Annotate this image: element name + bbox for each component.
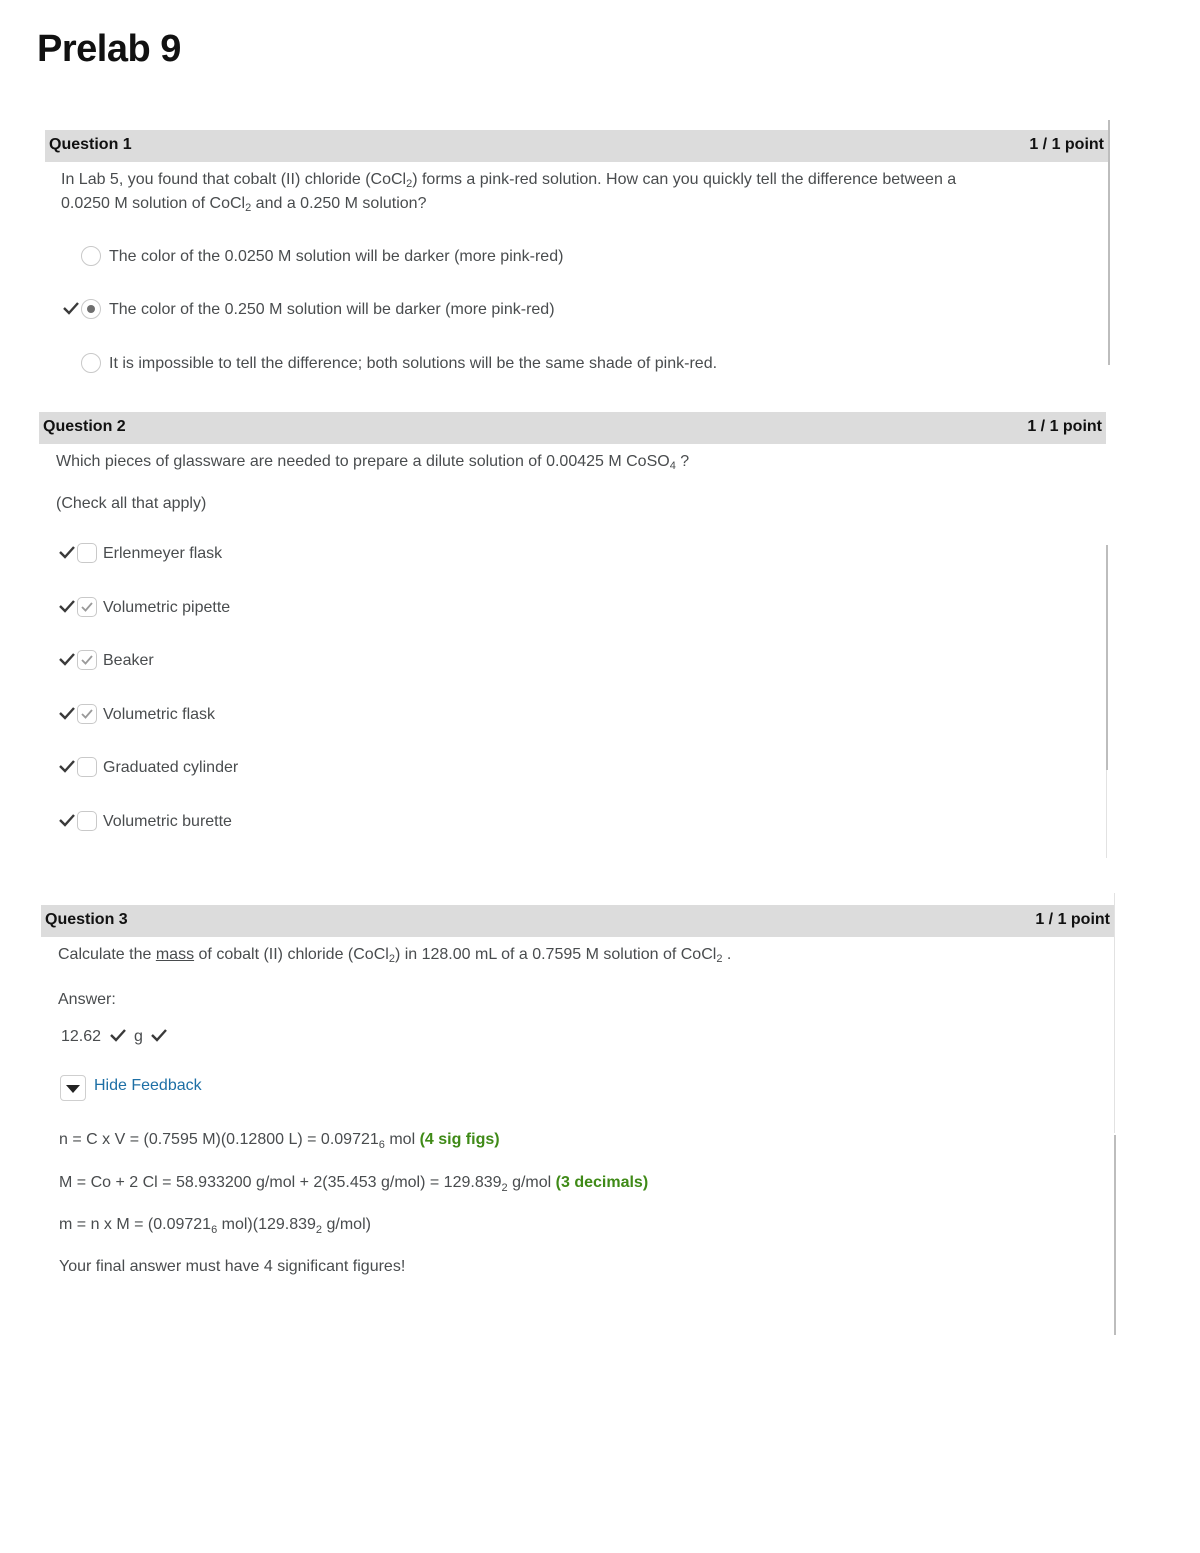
feedback-line: Your final answer must have 4 significant figures! <box>59 1258 406 1275</box>
checkmark-icon <box>59 813 75 827</box>
checkbox[interactable] <box>77 757 97 777</box>
check-icon <box>80 707 94 721</box>
question-3 <box>41 905 1114 1305</box>
scroll-divider <box>1106 770 1107 858</box>
check-icon <box>80 653 94 667</box>
checkbox-option[interactable] <box>59 649 459 675</box>
hide-feedback-link[interactable]: Hide Feedback <box>94 1077 202 1094</box>
caret-down-icon <box>66 1085 80 1093</box>
scroll-divider <box>1114 1135 1116 1335</box>
checkbox[interactable] <box>77 543 97 563</box>
page-title: Prelab 9 <box>37 28 181 70</box>
question-header <box>41 905 1114 937</box>
option-label: Erlenmeyer flask <box>103 545 223 562</box>
option-label: Graduated cylinder <box>103 759 239 776</box>
feedback-line: m = n x $M = (0.09721_6$ $mol)(129.839_2$ g/mol) <box>59 1216 371 1236</box>
answer-unit: g <box>133 1028 143 1045</box>
scroll-divider <box>1108 120 1110 365</box>
checkmark-icon <box>59 545 75 559</box>
scroll-divider <box>1106 545 1108 770</box>
option-label: The color of the 0.0250 M solution will be darker (more pink-red) <box>109 248 564 265</box>
option-label: Volumetric burette <box>103 813 232 830</box>
checkbox-checked[interactable] <box>77 650 97 670</box>
feedback-line: n = C x V = (0.7595 M)(0.12800 $L) = 0.09721_6$ mol (4 sig figs) <box>59 1131 500 1151</box>
radio-button[interactable] <box>81 353 101 373</box>
question-text: Calculate the mass of cobalt (II) chloride (CoCl$_2$) in 128.00 mL of a 0.7595 M solution of CoCl$_2$ . <box>58 946 732 965</box>
question-text: In Lab 5, you found that cobalt (II) chloride (CoCl$_2$) forms a pink-red solution. How can you quickly tell the difference between a 0.0250 M solution of CoCl$_2$ and a 0.250 M solution? <box>61 171 957 214</box>
checkbox-checked[interactable] <box>77 597 97 617</box>
checkbox-option[interactable] <box>59 542 459 568</box>
question-title: Question 3 <box>45 911 128 928</box>
option-label: Volumetric pipette <box>103 599 231 616</box>
checkmark-icon <box>63 301 79 315</box>
checkmark-icon <box>59 706 75 720</box>
feedback-toggle-button[interactable] <box>60 1075 86 1101</box>
question-instruction: (Check all that apply) <box>56 495 207 512</box>
checkmark-icon <box>151 1028 167 1042</box>
option-label: Beaker <box>103 652 154 669</box>
question-title: Question 2 <box>43 418 126 435</box>
checkbox-option[interactable] <box>59 810 459 836</box>
option-label: Volumetric flask <box>103 706 216 723</box>
question-header <box>45 130 1108 162</box>
checkbox-option[interactable] <box>59 756 459 782</box>
term-mass: mass <box>155 946 195 963</box>
question-header <box>39 412 1106 444</box>
radio-button[interactable] <box>81 246 101 266</box>
check-icon <box>80 600 94 614</box>
checkbox-checked[interactable] <box>77 704 97 724</box>
answer-row <box>61 1025 361 1049</box>
scroll-divider <box>1114 893 1115 1133</box>
option-label: The color of the 0.250 M solution will be darker (more pink-red) <box>109 301 555 318</box>
checkmark-icon <box>59 759 75 773</box>
question-score: 1 / 1 point <box>1027 418 1102 435</box>
checkbox-option[interactable] <box>59 703 459 729</box>
question-score: 1 / 1 point <box>1029 136 1104 153</box>
feedback-line: M = Co + 2 Cl = 58.933200 g/mol + 2(35.453 $g/mol) = 129.839_2$ g/mol (3 decimals) <box>59 1174 649 1194</box>
radio-button-selected[interactable] <box>81 299 101 319</box>
answer-option[interactable] <box>63 245 963 271</box>
checkbox-option[interactable] <box>59 596 459 622</box>
answer-label: Answer: <box>58 991 116 1008</box>
question-2 <box>39 412 1106 852</box>
checkmark-icon <box>59 599 75 613</box>
checkbox[interactable] <box>77 811 97 831</box>
answer-option[interactable] <box>63 352 963 378</box>
question-1 <box>45 130 1108 400</box>
question-text: Which pieces of glassware are needed to prepare a dilute solution of 0.00425 M CoSO$_4$ ? <box>56 453 690 472</box>
option-label: It is impossible to tell the difference; both solutions will be the same shade of pink-red. <box>109 355 718 372</box>
checkmark-icon <box>59 652 75 666</box>
checkmark-icon <box>110 1028 126 1042</box>
answer-value: 12.62 <box>61 1028 102 1045</box>
question-title: Question 1 <box>49 136 132 153</box>
question-score: 1 / 1 point <box>1035 911 1110 928</box>
answer-option[interactable] <box>63 298 963 324</box>
